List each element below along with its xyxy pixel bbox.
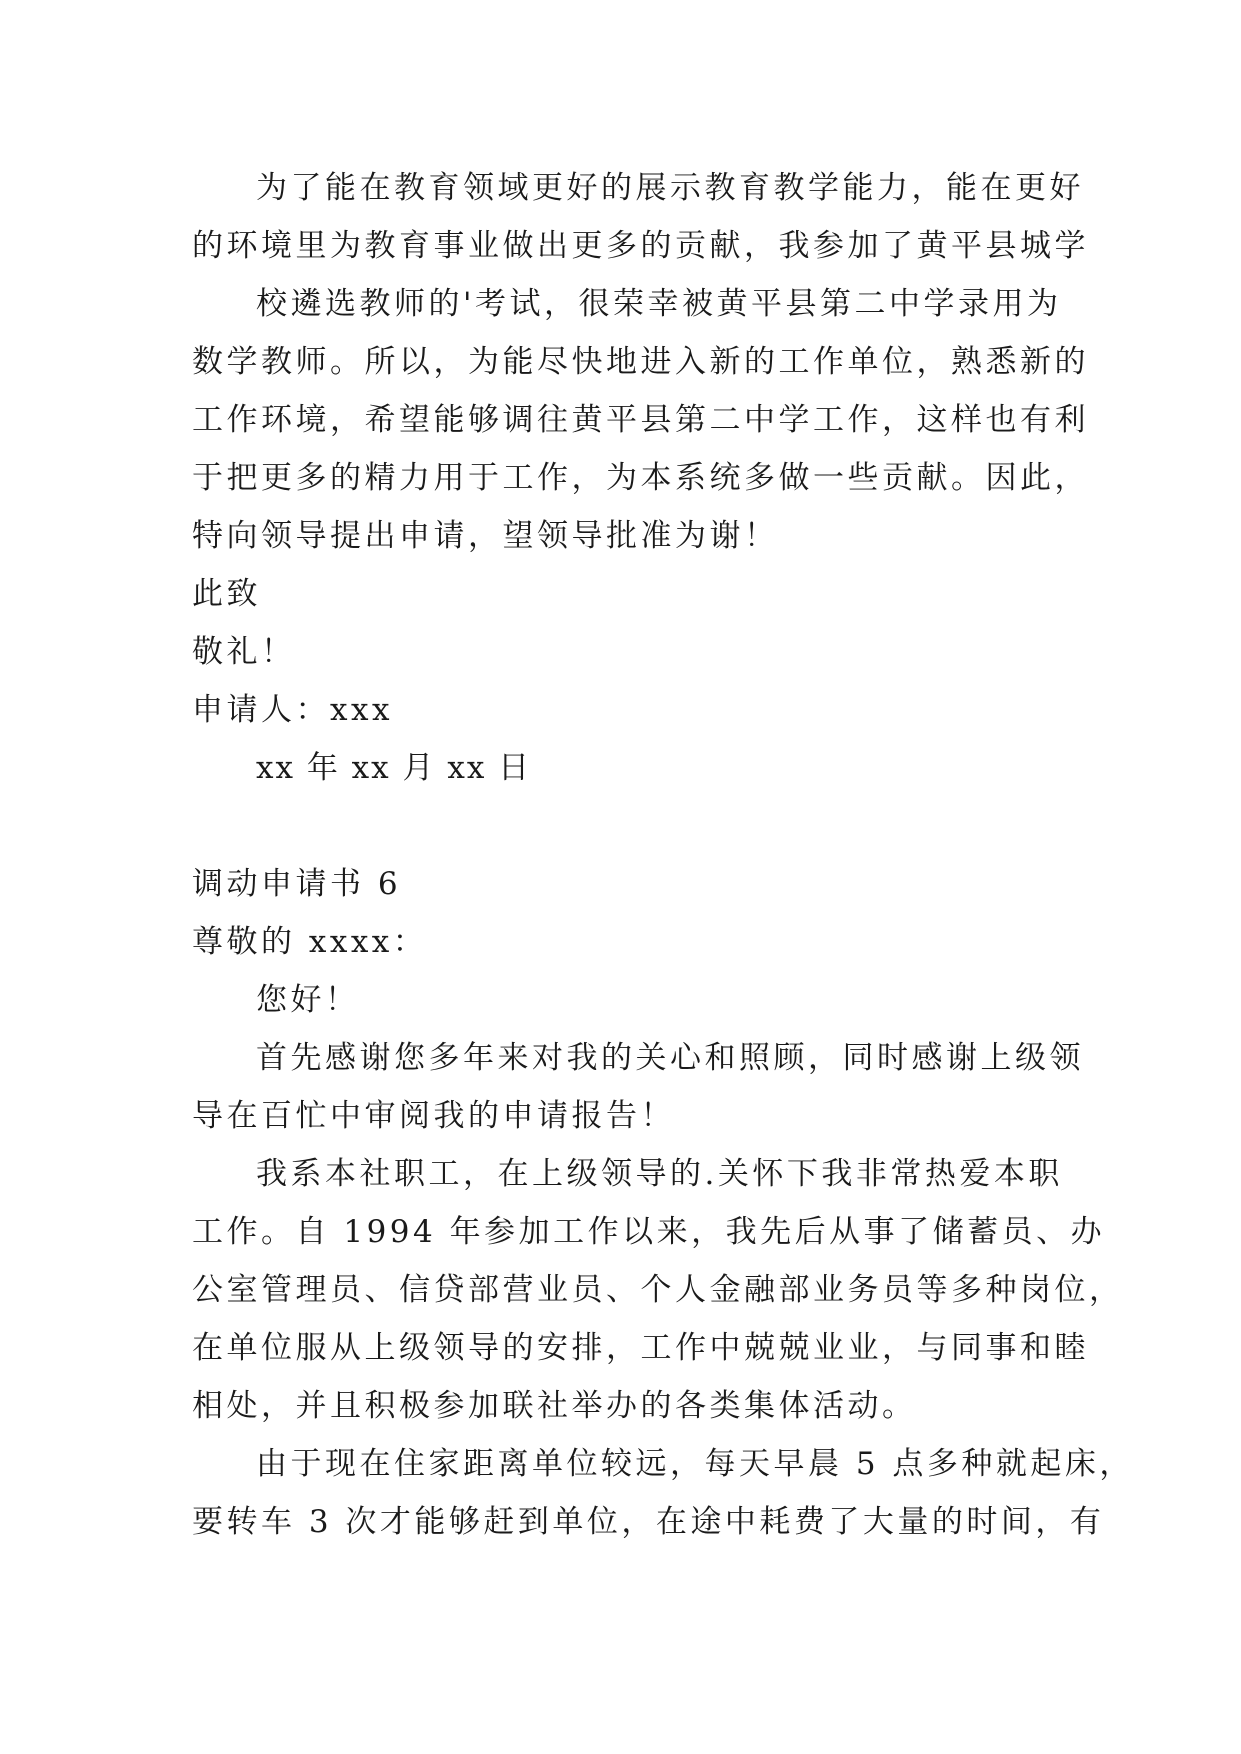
paragraph-line: 数学教师。所以，为能尽快地进入新的工作单位，熟悉新的 [192,344,1089,380]
salutation: 尊敬的 xxxx： [192,924,428,960]
paragraph-line: 为了能在教育领域更好的展示教育教学能力，能在更好 [256,170,1084,206]
paragraph-line: 的环境里为教育事业做出更多的贡献，我参加了黄平县城学 [192,228,1089,264]
paragraph-line: 在单位服从上级领导的安排，工作中兢兢业业，与同事和睦 [192,1330,1089,1366]
greeting: 您好！ [256,982,360,1018]
paragraph-line: 公室管理员、信贷部营业员、个人金融部业务员等多种岗位， [192,1272,1124,1308]
closing-ci-zhi: 此致 [192,576,261,612]
closing-jing-li: 敬礼！ [192,634,296,670]
paragraph-line: 导在百忙中审阅我的申请报告！ [192,1098,675,1134]
paragraph-line: 要转车 3 次才能够赶到单位，在途中耗费了大量的时间，有 [192,1504,1105,1540]
paragraph-line: 于把更多的精力用于工作，为本系统多做一些贡献。因此， [192,460,1089,496]
paragraph-line: 我系本社职工，在上级领导的.关怀下我非常热爱本职 [256,1156,1063,1192]
paragraph-line: 首先感谢您多年来对我的关心和照顾，同时感谢上级领 [256,1040,1084,1076]
paragraph-line: 相处，并且积极参加联社举办的各类集体活动。 [192,1388,917,1424]
paragraph-line: 由于现在住家距离单位较远，每天早晨 5 点多种就起床， [256,1446,1134,1482]
paragraph-line: 工作。自 1994 年参加工作以来，我先后从事了储蓄员、办 [192,1214,1106,1250]
paragraph-line: 特向领导提出申请，望领导批准为谢！ [192,518,779,554]
paragraph-line: 工作环境，希望能够调往黄平县第二中学工作，这样也有利 [192,402,1089,438]
date-line: xx 年 xx 月 xx 日 [256,750,532,786]
paragraph-line: 校遴选教师的'考试，很荣幸被黄平县第二中学录用为 [256,286,1062,322]
section-title: 调动申请书 6 [192,866,402,902]
applicant-line: 申请人：xxx [192,692,393,728]
